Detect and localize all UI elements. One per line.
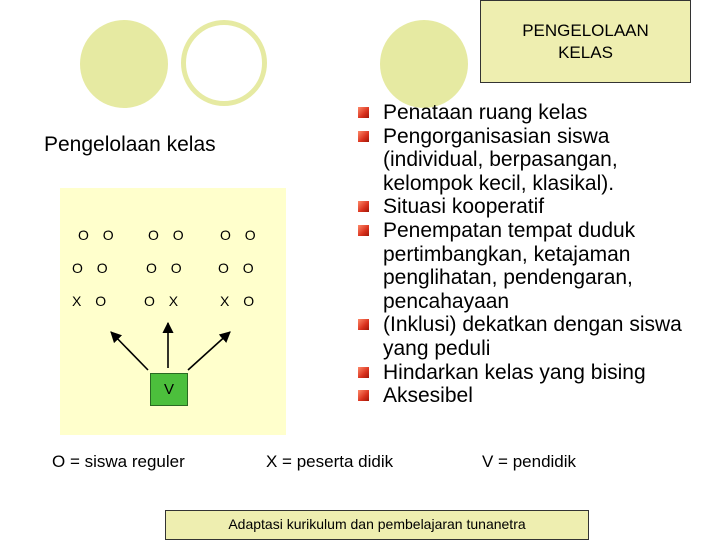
legend-teacher: V = pendidik [482, 452, 577, 471]
seat-pair: O O [220, 227, 261, 243]
seat-pair: O O [78, 227, 119, 243]
bullet-item: Penempatan tempat duduk pertimbangkan, ketajaman penglihatan, pendengaran, pencahayaan [358, 219, 708, 313]
bullet-item: Aksesibel [358, 384, 708, 408]
arrow-right [188, 332, 230, 370]
bullet-square-icon [358, 367, 369, 378]
bullet-square-icon [358, 201, 369, 212]
subtitle: Pengelolaan kelas [44, 133, 216, 156]
bullet-item: (Inklusi) dekatkan dengan siswa yang peduli [358, 313, 708, 360]
bullet-square-icon [358, 107, 369, 118]
bullet-square-icon [358, 319, 369, 330]
title-line-2: KELAS [558, 42, 613, 62]
bullet-item: Situasi kooperatif [358, 195, 708, 219]
bullet-item: Pengorganisasian siswa (individual, berpasangan, kelompok kecil, klasikal). [358, 125, 708, 196]
footer-text: Adaptasi kurikulum dan pembelajaran tunanetra [228, 516, 526, 532]
bullet-square-icon [358, 225, 369, 236]
bullet-square-icon [358, 131, 369, 142]
bullet-item: Penataan ruang kelas [358, 101, 708, 125]
legend-regular: O = siswa reguler [52, 452, 185, 471]
teacher-box [150, 373, 188, 406]
footer-box [165, 510, 589, 540]
seat-pair: O O [72, 260, 113, 276]
seat-pair: O X [144, 293, 184, 309]
bullet-square-icon [358, 390, 369, 401]
seat-pair: O O [148, 227, 189, 243]
bullet-item: Hindarkan kelas yang bising [358, 361, 708, 385]
title-line-1: PENGELOLAAN [522, 20, 649, 40]
bullet-list [358, 101, 708, 408]
seat-pair: O O [218, 260, 259, 276]
seat-pair: O O [146, 260, 187, 276]
seat-pair: X O [220, 293, 260, 309]
arrow-left [111, 332, 148, 370]
seat-pair: X O [72, 293, 112, 309]
teacher-label: V [163, 381, 174, 398]
legend-student: X = peserta didik [266, 452, 394, 471]
